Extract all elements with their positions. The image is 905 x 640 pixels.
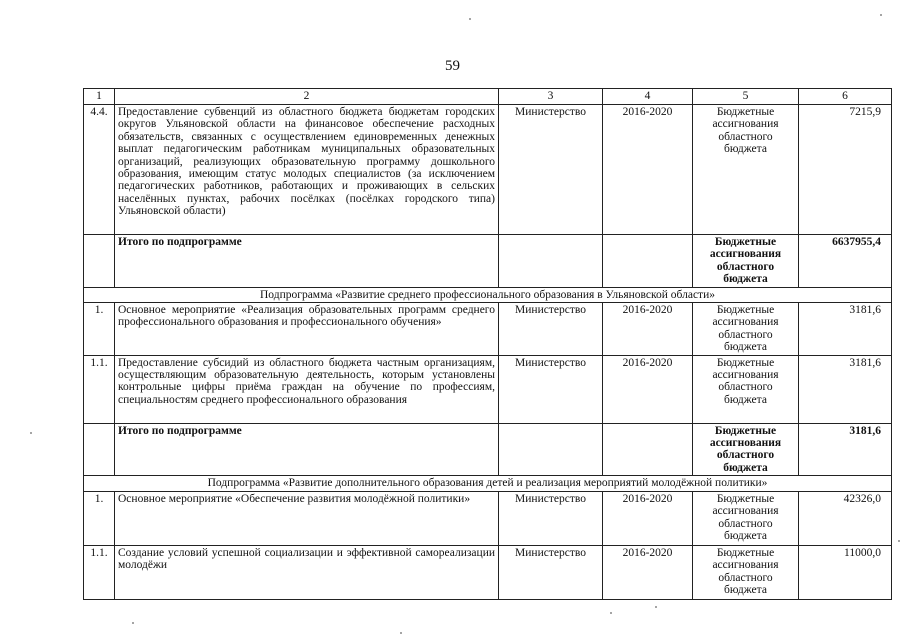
row-responsible: Министерство <box>499 355 603 423</box>
table-row <box>84 491 892 545</box>
row-period: 2016-2020 <box>603 355 693 423</box>
table-row <box>84 105 892 235</box>
row-description: Основное мероприятие «Реализация образовательных программ среднего профессионального образования и профессионального обучения» <box>115 303 499 356</box>
column-header: 5 <box>693 89 799 105</box>
row-period: 2016-2020 <box>603 545 693 599</box>
row-amount: 42326,0 <box>799 491 892 545</box>
row-funding-source: Бюджетные ассигнования областного бюджета <box>693 105 799 235</box>
total-row <box>84 423 892 476</box>
row-number: 4.4. <box>84 105 115 235</box>
scan-speck <box>880 14 882 16</box>
page-number: 59 <box>445 58 460 74</box>
subprogram-header-row <box>84 287 892 302</box>
empty-cell <box>84 423 115 476</box>
column-header: 2 <box>115 89 499 105</box>
empty-cell <box>499 423 603 476</box>
empty-cell <box>603 235 693 288</box>
row-funding-source: Бюджетные ассигнования областного бюджета <box>693 303 799 356</box>
row-number: 1. <box>84 491 115 545</box>
scan-speck <box>132 622 134 624</box>
row-responsible: Министерство <box>499 491 603 545</box>
total-funding-source: Бюджетные ассигнования областного бюджета <box>693 235 799 288</box>
row-funding-source: Бюджетные ассигнования областного бюджета <box>693 355 799 423</box>
table-row <box>84 545 892 599</box>
scan-speck <box>400 632 402 634</box>
empty-cell <box>84 235 115 288</box>
row-description: Создание условий успешной социализации и эффективной самореализации молодёжи <box>115 545 499 599</box>
column-header: 3 <box>499 89 603 105</box>
row-responsible: Министерство <box>499 303 603 356</box>
row-period: 2016-2020 <box>603 491 693 545</box>
table-row <box>84 303 892 356</box>
program-table <box>83 88 892 600</box>
total-funding-source: Бюджетные ассигнования областного бюджета <box>693 423 799 476</box>
total-label: Итого по подпрограмме <box>115 423 499 476</box>
total-amount: 3181,6 <box>799 423 892 476</box>
row-description: Основное мероприятие «Обеспечение развития молодёжной политики» <box>115 491 499 545</box>
column-header: 1 <box>84 89 115 105</box>
scan-speck <box>655 606 657 608</box>
row-description: Предоставление субвенций из областного бюджета бюджетам городских округов Ульяновской области на финансовое обеспечение расходных обязательств, связанных с осуществлением единовременных денежных выплат педагогическим работникам муниципальных образовательных организаций, реализующих образовательную программу дошкольного образования, имеющим статус молодых специалистов (за исключением педагогических работников, работающих и проживающих в сельских населённых пунктах, рабочих посёлках (посёлках городского типа) Ульяновской области) <box>115 105 499 235</box>
column-header: 4 <box>603 89 693 105</box>
row-responsible: Министерство <box>499 105 603 235</box>
row-number: 1.1. <box>84 545 115 599</box>
scan-speck <box>469 18 471 20</box>
empty-cell <box>499 235 603 288</box>
subprogram-title: Подпрограмма «Развитие среднего профессионального образования в Ульяновской области» <box>84 287 892 302</box>
column-header: 6 <box>799 89 892 105</box>
row-number: 1.1. <box>84 355 115 423</box>
row-responsible: Министерство <box>499 545 603 599</box>
total-amount: 6637955,4 <box>799 235 892 288</box>
subprogram-title: Подпрограмма «Развитие дополнительного образования детей и реализация мероприятий молодёжной политики» <box>84 476 892 491</box>
row-amount: 7215,9 <box>799 105 892 235</box>
row-amount: 11000,0 <box>799 545 892 599</box>
row-funding-source: Бюджетные ассигнования областного бюджета <box>693 491 799 545</box>
row-amount: 3181,6 <box>799 355 892 423</box>
row-period: 2016-2020 <box>603 303 693 356</box>
column-number-row <box>84 89 892 105</box>
table-body <box>84 89 892 600</box>
row-amount: 3181,6 <box>799 303 892 356</box>
empty-cell <box>603 423 693 476</box>
subprogram-header-row <box>84 476 892 491</box>
total-row <box>84 235 892 288</box>
row-number: 1. <box>84 303 115 356</box>
row-period: 2016-2020 <box>603 105 693 235</box>
scan-speck <box>30 432 32 434</box>
row-description: Предоставление субсидий из областного бюджета частным организациям, осуществляющим образовательную деятельность, которым установлены контрольные цифры приёма граждан на обучение по профессиям, специальностям среднего профессионального образования <box>115 355 499 423</box>
scan-speck <box>610 612 612 614</box>
scan-speck <box>898 540 900 542</box>
row-funding-source: Бюджетные ассигнования областного бюджета <box>693 545 799 599</box>
table-row <box>84 355 892 423</box>
total-label: Итого по подпрограмме <box>115 235 499 288</box>
